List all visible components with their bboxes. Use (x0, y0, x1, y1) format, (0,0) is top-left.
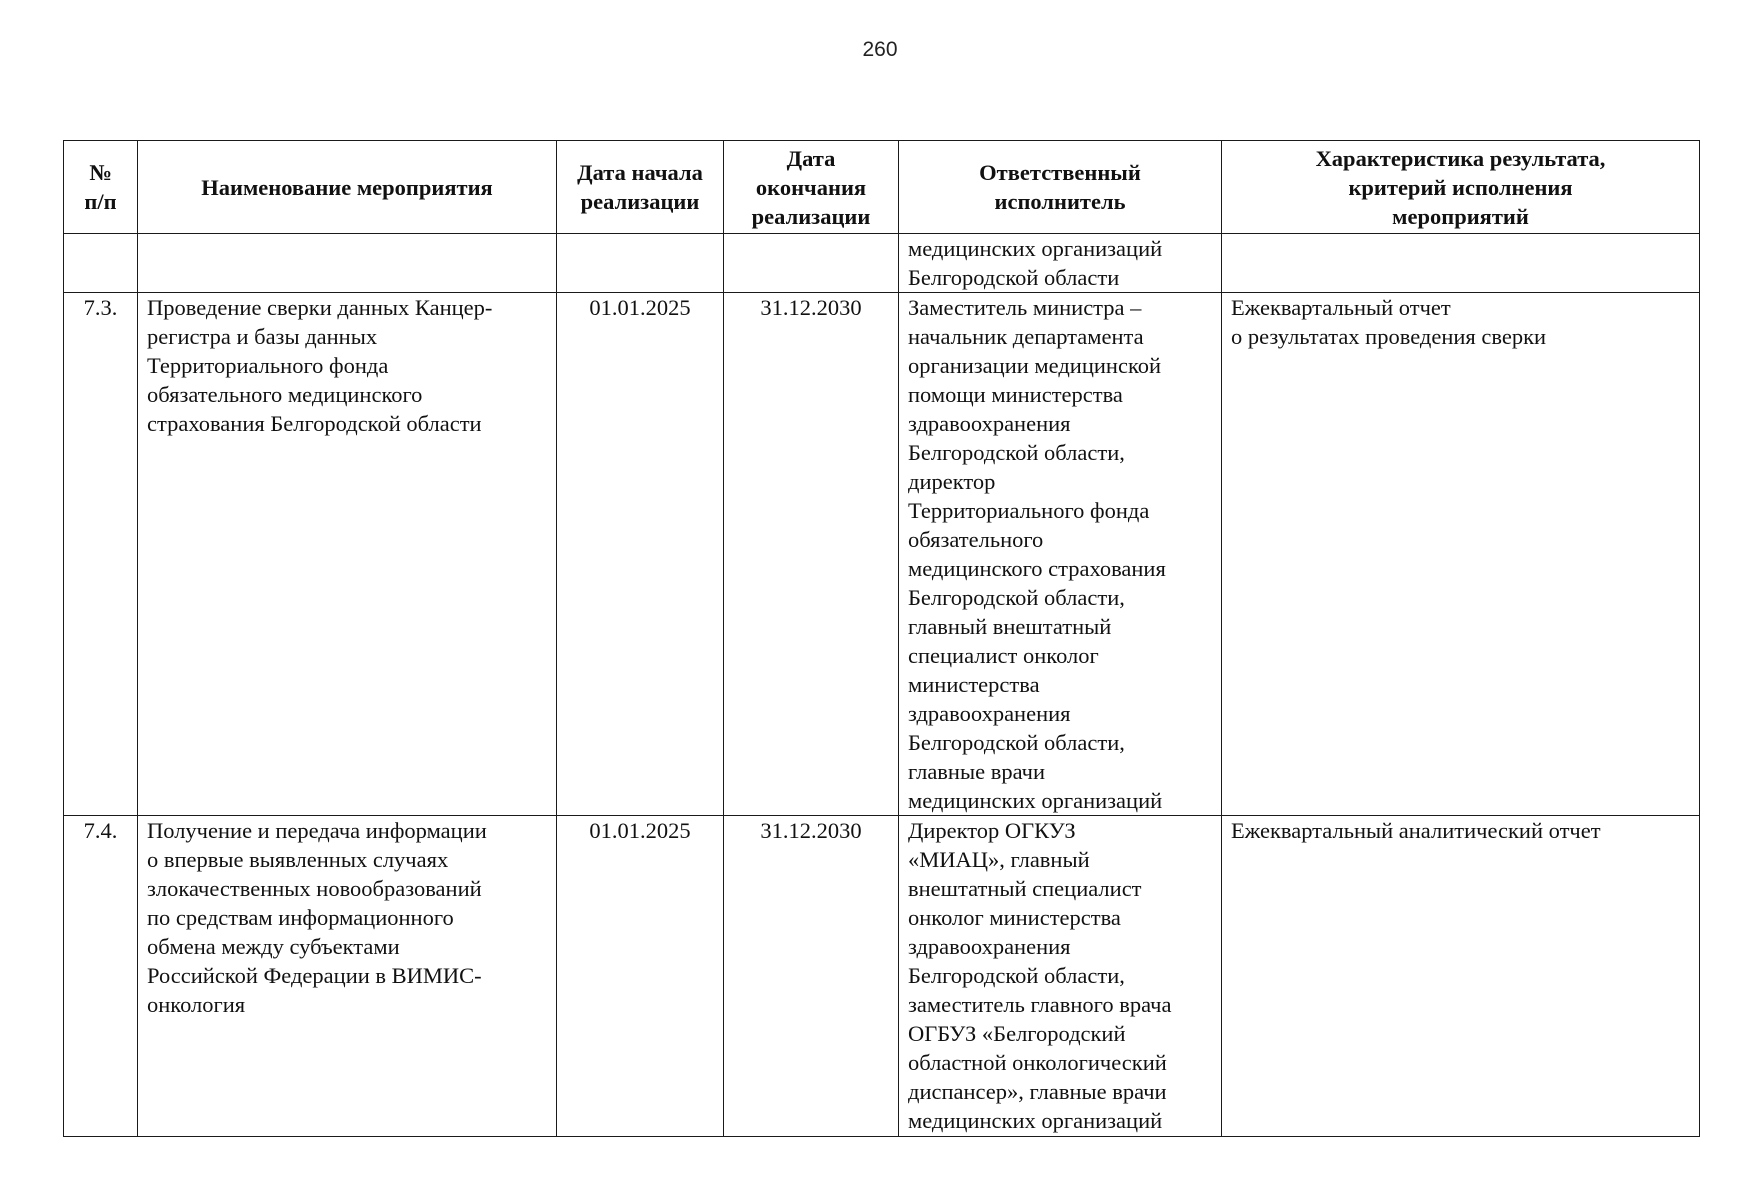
row-responsible (899, 293, 1222, 816)
row-end-date: 31.12.2030 (724, 293, 899, 816)
cell-line: Ежеквартальный отчет (1231, 295, 1451, 320)
header-line: № (89, 160, 112, 185)
cell-line: Ежеквартальный аналитический отчет (1231, 818, 1601, 843)
cell-line: онкология (147, 992, 246, 1017)
cell-line: министерства (908, 672, 1040, 697)
cell-line: диспансер», главные врачи (908, 1079, 1167, 1104)
cell-line: медицинского страхования (908, 556, 1166, 581)
cell-line: обязательного медицинского (147, 382, 423, 407)
cell-line: главный внештатный (908, 614, 1112, 639)
cell-line: организации медицинской (908, 353, 1162, 378)
cell-line: обязательного (908, 527, 1044, 552)
cell-line: Белгородской области, (908, 730, 1125, 755)
row-num: 7.4. (64, 816, 138, 1137)
header-line: Дата начала (577, 160, 703, 185)
row-end-date (724, 234, 899, 293)
cell-line: главные врачи (908, 759, 1046, 784)
cell-line: внештатный специалист (908, 876, 1142, 901)
cell-line: Белгородской области, (908, 585, 1125, 610)
row-responsible (899, 234, 1222, 293)
row-name (138, 816, 557, 1137)
cell-line: Проведение сверки данных Канцер- (147, 295, 493, 320)
cell-line: злокачественных новообразований (147, 876, 482, 901)
table-row (64, 234, 1700, 293)
header-line: Ответственный (979, 160, 1141, 185)
row-result (1222, 293, 1700, 816)
cell-line: Белгородской области, (908, 440, 1125, 465)
cell-line: здравоохранения (908, 411, 1071, 436)
cell-line: специалист онколог (908, 643, 1099, 668)
cell-line: Белгородской области (908, 265, 1120, 290)
cell-line: о результатах проведения сверки (1231, 324, 1547, 349)
cell-line: здравоохранения (908, 934, 1071, 959)
header-line: п/п (84, 189, 117, 214)
row-result (1222, 234, 1700, 293)
cell-line: медицинских организаций (908, 236, 1163, 261)
row-start-date: 01.01.2025 (557, 816, 724, 1137)
row-start-date: 01.01.2025 (557, 293, 724, 816)
cell-line: о впервые выявленных случаях (147, 847, 449, 872)
row-responsible (899, 816, 1222, 1137)
header-start-date (557, 141, 724, 234)
header-line: Наименование мероприятия (201, 174, 493, 200)
cell-line: по средствам информационного (147, 905, 454, 930)
row-num (64, 234, 138, 293)
header-line: Дата (786, 145, 836, 171)
row-start-date (557, 234, 724, 293)
cell-line: Территориального фонда (147, 353, 389, 378)
cell-line: Директор ОГКУЗ (908, 818, 1076, 843)
table-row (64, 816, 1700, 1137)
header-line: реализации (751, 203, 871, 229)
cell-line: областной онкологический (908, 1050, 1167, 1075)
header-line: окончания (755, 174, 867, 200)
header-result (1222, 141, 1700, 234)
header-num (64, 141, 138, 234)
row-num: 7.3. (64, 293, 138, 816)
header-line: реализации (580, 189, 700, 214)
cell-line: ОГБУЗ «Белгородский (908, 1021, 1126, 1046)
cell-line: помощи министерства (908, 382, 1123, 407)
cell-line: Заместитель министра – (908, 295, 1142, 320)
cell-line: онколог министерства (908, 905, 1121, 930)
header-end-date (724, 141, 899, 234)
cell-line: обмена между субъектами (147, 934, 400, 959)
header-line: Характеристика результата, (1315, 145, 1606, 171)
cell-line: медицинских организаций (908, 1108, 1163, 1133)
page-number: 260 (862, 38, 898, 61)
cell-line: медицинских организаций (908, 788, 1163, 813)
activities-table (63, 140, 1700, 1137)
cell-line: «МИАЦ», главный (908, 847, 1090, 872)
row-name (138, 293, 557, 816)
row-result (1222, 816, 1700, 1137)
cell-line: здравоохранения (908, 701, 1071, 726)
table-header-row (64, 141, 1700, 234)
cell-line: директор (908, 469, 996, 494)
header-name (138, 141, 557, 234)
cell-line: Территориального фонда (908, 498, 1150, 523)
cell-line: Получение и передача информации (147, 818, 487, 843)
table-row (64, 293, 1700, 816)
header-line: критерий исполнения (1348, 174, 1573, 200)
header-line: мероприятий (1392, 203, 1529, 229)
cell-line: Белгородской области, (908, 963, 1125, 988)
cell-line: регистра и базы данных (147, 324, 378, 349)
cell-line: Российской Федерации в ВИМИС- (147, 963, 482, 988)
row-name (138, 234, 557, 293)
row-end-date: 31.12.2030 (724, 816, 899, 1137)
cell-line: страхования Белгородской области (147, 411, 482, 436)
header-line: исполнитель (994, 189, 1126, 214)
cell-line: начальник департамента (908, 324, 1144, 349)
cell-line: заместитель главного врача (908, 992, 1172, 1017)
header-responsible (899, 141, 1222, 234)
